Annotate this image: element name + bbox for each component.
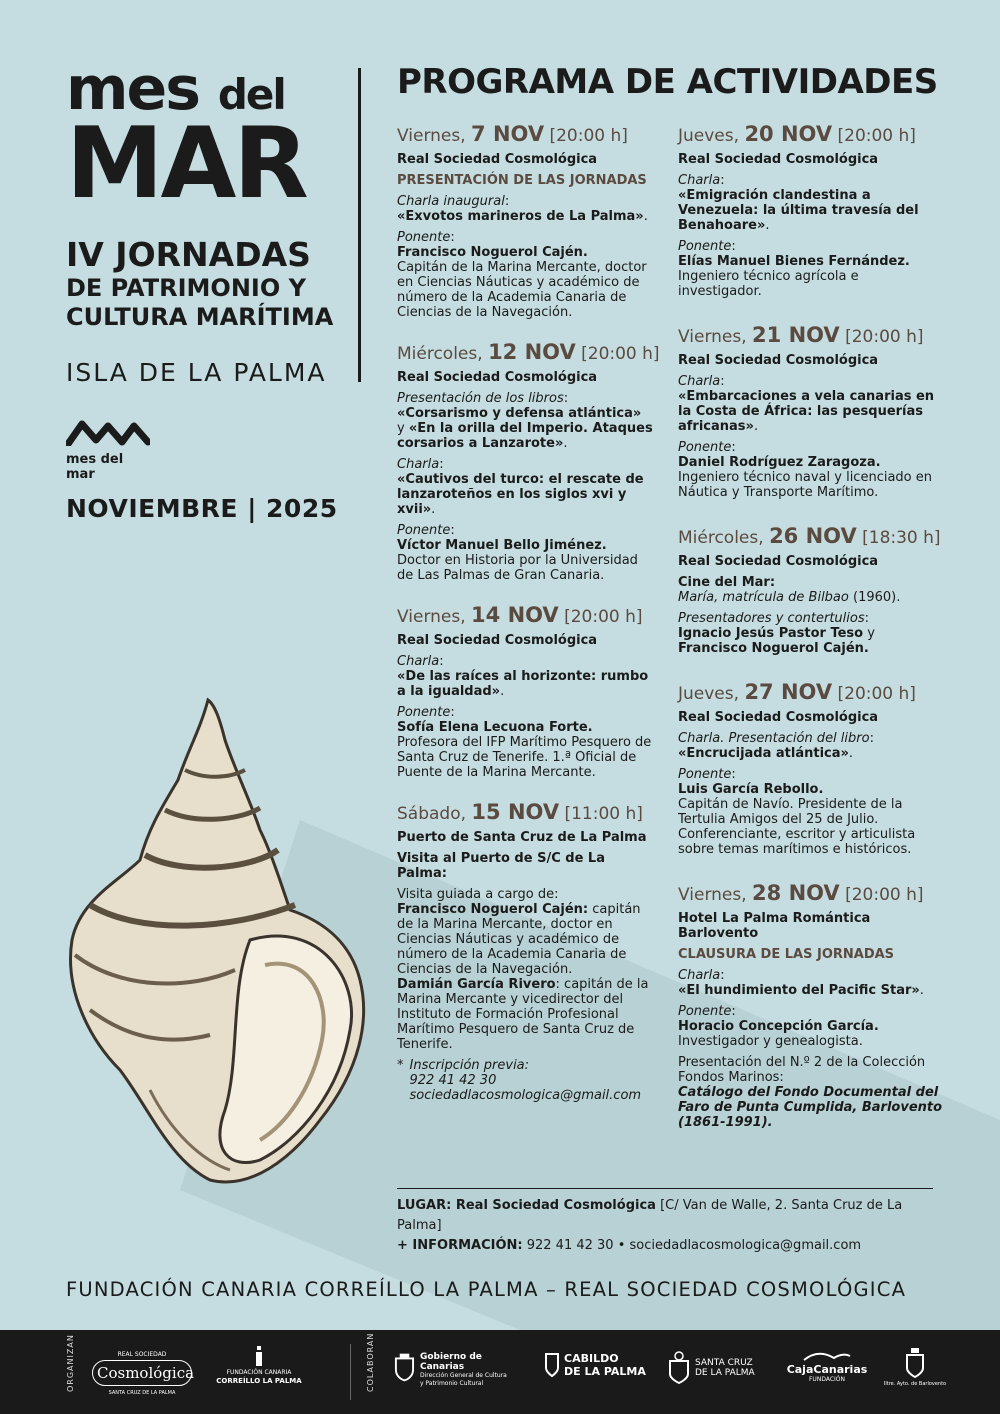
presenter-and: y (863, 626, 875, 641)
event-12-nov (397, 340, 660, 583)
guide-name-1: Francisco Noguerol Cajén: (397, 902, 589, 917)
speaker-bio: Investigador y genealogista. (678, 1034, 863, 1049)
talk-label: Charla (678, 173, 721, 188)
title-mar: MAR (66, 107, 306, 221)
speaker-label-colon: : (731, 440, 736, 455)
santa-cruz-text (695, 1350, 755, 1384)
event-date: 27 NOV (744, 680, 833, 704)
jornadas-line2: DE PATRIMONIO Y (66, 274, 306, 302)
event-books (397, 391, 657, 451)
event-place: Real Sociedad Cosmológica (678, 353, 879, 368)
venue-line (397, 1196, 937, 1236)
jornadas-line1: IV JORNADAS (66, 235, 311, 274)
talk-title-end: . (431, 502, 436, 517)
speaker-label: Ponente (397, 705, 451, 720)
event-section: CLAUSURA DE LAS JORNADAS (678, 947, 895, 962)
talk-label: Charla (678, 374, 721, 389)
event-talk (678, 374, 943, 434)
event-header (397, 800, 657, 826)
speaker-bio: Capitán de la Marina Mercante, doctor en Ciencias Náuticas y académico de número de la Academia Canaria de Ciencias de la Navegación. (397, 260, 647, 320)
event-time: [20:00 h] (837, 126, 916, 146)
fcc-logo (214, 1346, 304, 1386)
cabildo-line1: CABILDO (564, 1352, 619, 1365)
seashell-illustration (60, 690, 380, 1190)
event-day: Viernes, (678, 885, 747, 905)
talk-title: «Encrucijada atlántica» (678, 746, 849, 761)
guided-label: Visita guiada a cargo de: (397, 887, 559, 902)
speaker-label: Ponente (678, 1004, 732, 1019)
sc-line1: SANTA CRUZ (695, 1358, 753, 1368)
event-talk (678, 173, 943, 233)
event-place: Puerto de Santa Cruz de La Palma (397, 830, 647, 845)
books-label-colon: : (563, 391, 569, 406)
event-time: [20:00 h] (845, 885, 924, 905)
event-14-nov (397, 603, 657, 780)
talk-title-end: . (500, 684, 505, 699)
speaker-name: Elías Manuel Bienes Fernández. (678, 254, 910, 269)
book-title-1: «Corsarismo y defensa atlántica» (397, 406, 642, 421)
book-and: y (397, 421, 409, 436)
event-day: Miércoles, (678, 528, 764, 548)
event-place: Real Sociedad Cosmológica (397, 370, 598, 385)
speaker-bio: Ingeniero técnico agrícola e investigador. (678, 269, 859, 299)
talk-label: Charla (397, 457, 440, 472)
jornadas-line3: CULTURA MARÍTIMA (66, 303, 334, 331)
film-year: (1960). (848, 590, 901, 605)
speaker-bio: Capitán de Navío. Presidente de la Tertulia Amigos del 25 de Julio. Conferenciante, escritor y articulista sobre temas marítimos e históricos. (678, 797, 916, 857)
title-del: del (217, 70, 285, 119)
speaker-name: Luis García Rebollo. (678, 782, 824, 797)
coat-of-arms-icon (394, 1352, 415, 1382)
speaker-name: Víctor Manuel Bello Jiménez. (397, 538, 607, 553)
barlovento-shield-icon (905, 1348, 925, 1378)
speaker-label: Ponente (397, 523, 451, 538)
event-speaker (678, 239, 943, 299)
registration-phone: 922 41 42 30 (409, 1073, 497, 1088)
fcc-line1: FUNDACIÓN CANARIA (226, 1369, 292, 1376)
speaker-name: Sofía Elena Lecuona Forte. (397, 720, 593, 735)
event-time: [18:30 h] (862, 528, 941, 548)
registration (397, 1058, 657, 1103)
speaker-bio: Profesora del IFP Marítimo Pesquero de Santa Cruz de Tenerife. 1.ª Oficial de Puente de la Marina Mercante. (397, 735, 652, 780)
event-date: 26 NOV (769, 524, 857, 548)
registration-email: sociedadlacosmologica@gmail.com (409, 1088, 642, 1103)
book-title-end: . (563, 436, 568, 451)
speaker-bio: Doctor en Historia por la Universidad de Las Palmas de Gran Canaria. (397, 553, 638, 583)
divider-line (358, 68, 361, 382)
event-talk (678, 731, 943, 761)
speaker-name: Francisco Noguerol Cajén. (397, 245, 588, 260)
speaker-label-colon: : (731, 767, 736, 782)
event-date: 21 NOV (752, 323, 840, 347)
talk-label-colon: : (504, 194, 510, 209)
event-film (678, 575, 943, 605)
santa-cruz-logo (668, 1350, 768, 1384)
logo-text: mes del mar (66, 452, 124, 482)
contact-label: + INFORMACIÓN: (397, 1238, 523, 1253)
program-column-left (397, 122, 660, 1117)
event-header (678, 524, 943, 550)
barlovento-logo (880, 1348, 950, 1388)
wave-logo-icon (66, 420, 150, 446)
cabildo-text (564, 1352, 646, 1378)
event-26-nov (678, 524, 943, 656)
film-label: Cine del Mar: (678, 575, 776, 590)
film-title: María, matrícula de Bilbao (678, 590, 849, 605)
presenters-label: Presentadores y contertulios (678, 611, 865, 626)
talk-label: Charla (678, 968, 721, 983)
event-20-nov (678, 122, 943, 299)
event-header (678, 323, 943, 349)
talk-label-colon: : (720, 173, 725, 188)
event-section: PRESENTACIÓN DE LAS JORNADAS (397, 173, 647, 188)
rsc-sub: SANTA CRUZ DE LA PALMA (108, 1390, 176, 1396)
contact-line (397, 1236, 937, 1256)
gob-line2: Dirección General de Cultura (419, 1372, 507, 1379)
colaboran-label: COLABORAN (366, 1332, 375, 1392)
talk-label: Charla (397, 654, 440, 669)
event-speaker (397, 523, 657, 583)
event-header (678, 122, 943, 148)
cajacanarias-waves-icon (802, 1352, 852, 1362)
talk-title-end: . (848, 746, 854, 761)
gob-line1: Gobierno de Canarias (419, 1352, 482, 1372)
event-speaker (678, 767, 943, 857)
speaker-label-colon: : (450, 705, 455, 720)
event-talk (678, 968, 943, 998)
guide-bio-2: : capitán de la Marina Mercante y vicedirector del Instituto de Formación Profesional Marítimo Pesquero de Santa Cruz de Tenerife. (397, 977, 649, 1052)
registration-star: * (397, 1058, 404, 1073)
event-presenters (678, 611, 943, 656)
speaker-label-colon: : (450, 230, 455, 245)
talk-label: Charla. Presentación del libro (678, 731, 870, 746)
event-day: Jueves, (678, 684, 740, 704)
registration-details (410, 1058, 642, 1103)
sc-line2: DE LA PALMA (695, 1368, 755, 1378)
cabildo-logo (544, 1352, 654, 1378)
program-title: PROGRAMA DE ACTIVIDADES (397, 62, 938, 102)
foundation-line: FUNDACIÓN CANARIA CORREÍLLO LA PALMA – REAL SOCIEDAD COSMOLÓGICA (66, 1278, 907, 1301)
mes-del-mar-logo (66, 420, 156, 482)
event-time: [20:00 h] (581, 344, 660, 364)
event-place: Hotel La Palma Romántica Barlovento (678, 911, 871, 941)
talk-title: «Exvotos marineros de La Palma» (397, 209, 644, 224)
presenters-label-colon: : (864, 611, 869, 626)
book-title-2: «En la orilla del Imperio. Ataques corsarios a Lanzarote» (397, 421, 653, 451)
visit-title: Visita al Puerto de S/C de La Palma: (397, 851, 605, 881)
event-day: Jueves, (678, 126, 740, 146)
event-day: Viernes, (397, 607, 466, 627)
cajacanarias-logo (782, 1352, 872, 1385)
guide-bio-1: capitán de la Marina Mercante, doctor en Ciencias Náuticas y académico de número de la Academia Canaria de Ciencias de la Navegación. (397, 902, 641, 977)
caja-line1: CajaCanarias (786, 1363, 868, 1376)
event-place: Real Sociedad Cosmológica (678, 152, 879, 167)
event-day: Miércoles, (397, 344, 483, 364)
fcc-line2: CORREÍLLO LA PALMA (216, 1377, 302, 1385)
event-date: 15 NOV (471, 800, 560, 824)
talk-title-end: . (643, 209, 648, 224)
event-day: Viernes, (397, 126, 466, 146)
cabildo-line2: DE LA PALMA (564, 1365, 646, 1378)
talk-title: «Embarcaciones a vela canarias en la Costa de África: las pesquerías africanas» (678, 389, 935, 434)
lighthouse-icon (251, 1346, 267, 1366)
brand-block (66, 54, 336, 332)
event-speaker (397, 230, 657, 320)
event-27-nov (678, 680, 943, 857)
cabildo-shield-icon (544, 1352, 560, 1378)
event-talk (397, 194, 657, 224)
month-year: NOVIEMBRE | 2025 (66, 494, 338, 523)
speaker-bio: Ingeniero técnico naval y licenciado en Náutica y Transporte Marítimo. (678, 470, 932, 500)
sponsor-bar (0, 1330, 1000, 1414)
event-place: Real Sociedad Cosmológica (397, 633, 598, 648)
speaker-label-colon: : (731, 1004, 736, 1019)
talk-title-end: . (919, 983, 924, 998)
talk-title: «Cautivos del turco: el rescate de lanzaroteños en los siglos xvi y xvii» (397, 472, 644, 517)
presenter-name-1: Ignacio Jesús Pastor Teso (678, 626, 864, 641)
event-date: 7 NOV (471, 122, 545, 146)
gobierno-canarias-logo (394, 1352, 524, 1388)
event-header (397, 122, 657, 148)
presenter-name-2: Francisco Noguerol Cajén. (678, 641, 869, 656)
event-time: [20:00 h] (837, 684, 916, 704)
venue-label: LUGAR: (397, 1198, 452, 1213)
event-time: [20:00 h] (549, 126, 628, 146)
books-label: Presentación de los libros (397, 391, 564, 406)
program-column-right (678, 122, 943, 1144)
event-21-nov (678, 323, 943, 500)
speaker-name: Daniel Rodríguez Zaragoza. (678, 455, 881, 470)
event-day: Viernes, (678, 327, 747, 347)
event-28-nov (678, 881, 943, 1130)
talk-label-colon: : (720, 374, 725, 389)
speaker-label: Ponente (397, 230, 451, 245)
talk-label: Charla inaugural (397, 194, 505, 209)
event-date: 12 NOV (488, 340, 576, 364)
barlovento-text: Iltre. Ayto. de Barlovento (883, 1381, 947, 1387)
event-place: Real Sociedad Cosmológica (678, 554, 879, 569)
event-header (678, 680, 943, 706)
registration-label: Inscripción previa: (409, 1058, 530, 1073)
event-date: 20 NOV (744, 122, 833, 146)
venue-place: Real Sociedad Cosmológica (451, 1198, 656, 1213)
event-time: [20:00 h] (845, 327, 924, 347)
book-presentation (678, 1055, 943, 1130)
rsc-top: REAL SOCIEDAD (117, 1351, 167, 1358)
event-header (397, 603, 657, 629)
speaker-label-colon: : (731, 239, 736, 254)
book-presentation-label: Presentación del N.º 2 de la Colección Fondos Marinos: (678, 1055, 926, 1085)
talk-title: «El hundimiento del Pacific Star» (678, 983, 920, 998)
organizan-label: ORGANIZAN (66, 1334, 75, 1392)
event-speaker (397, 705, 657, 780)
event-place: Real Sociedad Cosmológica (397, 152, 598, 167)
event-speaker (678, 1004, 943, 1049)
book-presentation-title: Catálogo del Fondo Documental del Faro de Punta Cumplida, Barlovento (1861-1991). (678, 1085, 943, 1130)
talk-label-colon: : (439, 654, 444, 669)
talk-title-end: . (765, 218, 770, 233)
isla-label: ISLA DE LA PALMA (66, 358, 327, 387)
speaker-name: Horacio Concepción García. (678, 1019, 879, 1034)
event-7-nov (397, 122, 657, 320)
title-mes: mes (66, 54, 199, 124)
event-header (397, 340, 660, 366)
event-date: 14 NOV (471, 603, 559, 627)
talk-label-colon: : (439, 457, 444, 472)
speaker-label: Ponente (678, 440, 732, 455)
caja-line2: FUNDACIÓN (808, 1376, 845, 1383)
visit-guides (397, 887, 657, 1052)
talk-title-end: . (753, 419, 759, 434)
event-time: [11:00 h] (564, 804, 643, 824)
speaker-label: Ponente (678, 767, 732, 782)
gob-line3: y Patrimonio Cultural (419, 1380, 484, 1387)
talk-title: «Emigración clandestina a Venezuela: la última travesía del Benahoare» (678, 188, 919, 233)
sponsor-separator (350, 1344, 351, 1400)
contact-value: 922 41 42 30 • sociedadlacosmologica@gmail.com (522, 1238, 862, 1253)
info-divider (397, 1188, 933, 1189)
event-15-nov (397, 800, 657, 1103)
speaker-label-colon: : (450, 523, 455, 538)
event-speaker (678, 440, 943, 500)
event-time: [20:00 h] (564, 607, 643, 627)
venue-address: [C/ Van de Walle, 2. Santa Cruz de La Palma] (397, 1198, 903, 1233)
event-date: 28 NOV (752, 881, 840, 905)
event-header (678, 881, 943, 907)
santa-cruz-shield-icon (668, 1350, 690, 1384)
event-day: Sábado, (397, 804, 467, 824)
gobierno-text (420, 1352, 524, 1388)
event-talk (397, 457, 657, 517)
speaker-label: Ponente (678, 239, 732, 254)
event-talk (397, 654, 657, 699)
talk-label-colon: : (720, 968, 725, 983)
talk-title: «De las raíces al horizonte: rumbo a la igualdad» (397, 669, 649, 699)
guide-name-2: Damián García Rivero (397, 977, 556, 992)
rsc-main: Cosmológica (92, 1360, 192, 1386)
info-block (397, 1196, 937, 1256)
talk-label-colon: : (869, 731, 874, 746)
rsc-logo (92, 1350, 195, 1398)
event-place: Real Sociedad Cosmológica (678, 710, 879, 725)
